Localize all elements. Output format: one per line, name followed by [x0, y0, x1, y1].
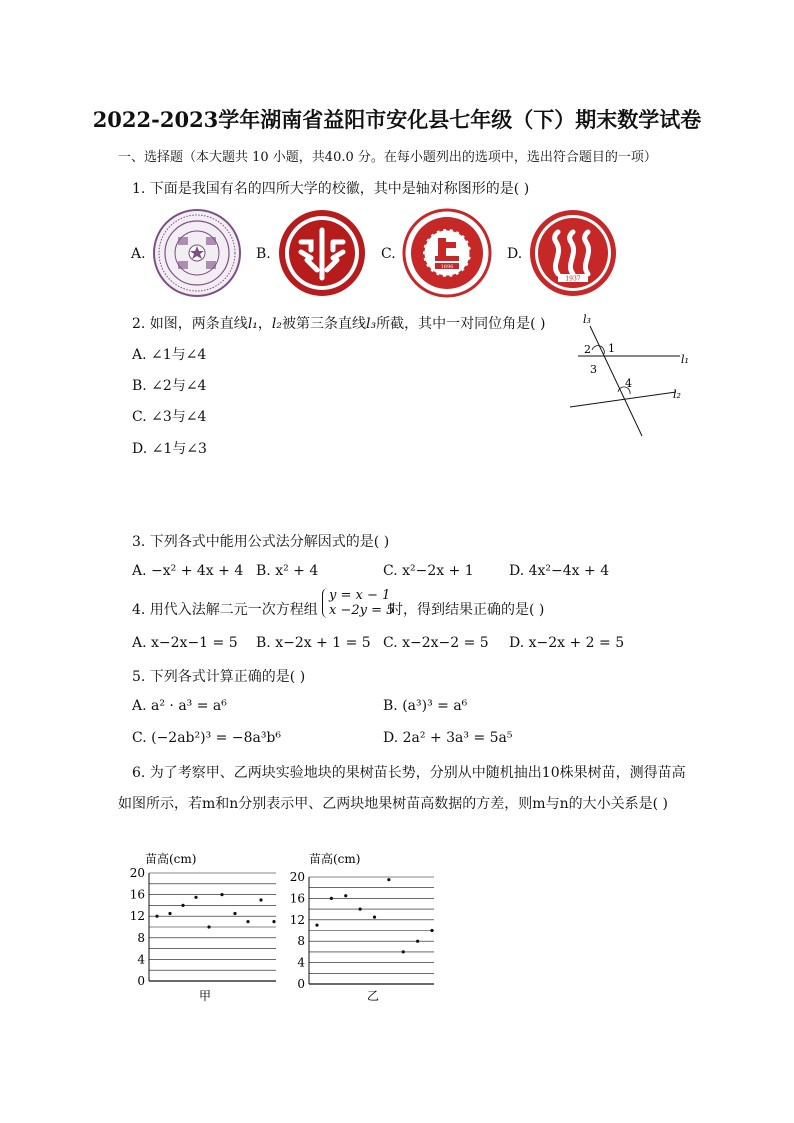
q1-option-b-label: B.: [256, 246, 271, 262]
chart-yi-tick-label: 12: [289, 912, 305, 927]
chart-yi-tick-label: 8: [297, 934, 305, 949]
q2-option-a: A. ∠1与∠4: [132, 347, 207, 363]
chart-jia-tick-label: 8: [137, 930, 145, 945]
q3-option-d: D. 4x²−4x + 4: [509, 563, 610, 579]
question-5-stem: 5. 下列各式计算正确的是( ): [132, 669, 306, 685]
q4-equation-1: y = x − 1: [329, 588, 391, 603]
q5-option-b: B. (a³)³ = a⁶: [383, 698, 468, 714]
university-emblem-c: [402, 208, 492, 298]
q4-option-b: B. x−2x + 1 = 5: [256, 635, 371, 651]
chart-jia: [125, 850, 285, 1010]
chart-jia-ylabel: 苗高(cm): [145, 852, 197, 866]
q5-option-d: D. 2a² + 3a³ = 5a⁵: [383, 730, 513, 746]
chart-jia-point: [246, 920, 249, 923]
q2-line-l3: l₃: [366, 316, 377, 332]
chart-yi-point: [416, 940, 419, 943]
emblem-d-year: 1937: [565, 275, 581, 283]
emblem-c-year: 1896: [440, 264, 454, 270]
chart-yi-point: [373, 916, 376, 919]
q6-line-1: 6. 为了考察甲、乙两块实验地块的果树苗长势，分别从中随机抽出10株果树苗，测得苗高: [132, 765, 686, 781]
q4-stem-b: 时，得到结果正确的是( ): [389, 602, 545, 618]
chart-yi-tick-label: 16: [289, 891, 305, 906]
chart-jia-point: [233, 912, 236, 915]
q2-option-d: D. ∠1与∠3: [132, 441, 207, 457]
q2-option-b: B. ∠2与∠4: [132, 378, 207, 394]
q2-option-c: C. ∠3与∠4: [132, 409, 207, 425]
q2-sep: ，: [257, 316, 272, 332]
q4-option-c: C. x−2x−2 = 5: [383, 635, 489, 651]
chart-jia-tick-label: 16: [129, 887, 145, 902]
chart-jia-point: [220, 893, 223, 896]
chart-yi-tick-label: 20: [289, 870, 305, 884]
chart-jia-point: [259, 898, 262, 901]
chart-jia-point: [181, 904, 184, 907]
fig-angle-2: 2: [584, 343, 591, 356]
question-1-stem: 1. 下面是我国有名的四所大学的校徽，其中是轴对称图形的是( ): [132, 181, 530, 197]
chart-yi-tick-label: 4: [297, 955, 305, 970]
chart-jia-point: [207, 925, 210, 928]
chart-yi-tick-label: 0: [297, 977, 305, 991]
chart-yi-point: [315, 924, 318, 927]
university-emblem-d: [528, 208, 618, 298]
q2-line-l2: l₂: [271, 316, 282, 332]
chart-jia-point: [272, 920, 275, 923]
chart-yi-point: [430, 929, 433, 932]
q3-option-c: C. x²−2x + 1: [383, 563, 474, 579]
fig-label-l3: l₃: [583, 313, 591, 326]
chart-jia-tick-label: 20: [129, 866, 145, 880]
question-2-stem: [132, 313, 545, 333]
q4-option-d: D. x−2x + 2 = 5: [509, 635, 625, 651]
university-emblem-b: [277, 208, 367, 298]
chart-jia-xlabel: 甲: [198, 989, 212, 1003]
chart-yi-ylabel: 苗高(cm): [309, 852, 361, 866]
q6-line-2: 如图所示，若m和n分别表示甲、乙两块地果树苗高数据的方差，则m与n的大小关系是( ): [118, 796, 668, 812]
chart-yi-point: [387, 878, 390, 881]
chart-jia-point: [194, 896, 197, 899]
chart-yi-point: [344, 894, 347, 897]
fig-angle-1: 1: [608, 342, 615, 355]
chart-jia-tick-label: 4: [137, 952, 145, 967]
q1-option-d-label: D.: [507, 246, 523, 262]
q5-option-a: A. a² · a³ = a⁶: [132, 698, 227, 714]
chart-yi-xlabel: 乙: [366, 989, 380, 1003]
q5-option-c: C. (−2ab²)³ = −8a³b⁶: [132, 730, 282, 746]
q3-option-a: A. −x² + 4x + 4: [132, 563, 244, 579]
chart-yi: [287, 850, 447, 1010]
q2-stem-a: 2. 如图，两条直线: [132, 316, 248, 332]
q2-line-l1: l₁: [247, 316, 258, 332]
parallel-lines-figure: [560, 310, 700, 440]
chart-jia-point: [155, 915, 158, 918]
q2-stem-c: 所截，其中一对同位角是( ): [376, 316, 546, 332]
fig-angle-4: 4: [625, 377, 632, 390]
chart-jia-tick-label: 0: [137, 974, 145, 988]
question-3-stem: 3. 下列各式中能用公式法分解因式的是( ): [132, 534, 390, 550]
page-title: 2022-2023学年湖南省益阳市安化县七年级（下）期末数学试卷: [92, 107, 702, 132]
q1-option-c-label: C.: [381, 246, 396, 262]
q4-option-a: A. x−2x−1 = 5: [132, 635, 238, 651]
q4-system-brace: [322, 588, 329, 618]
chart-yi-point: [402, 950, 405, 953]
fig-label-l1: l₁: [681, 353, 689, 366]
chart-yi-point: [359, 908, 362, 911]
chart-jia-point: [168, 912, 171, 915]
q1-option-a-label: A.: [131, 246, 146, 262]
q2-stem-b: 被第三条直线: [282, 316, 366, 332]
fig-angle-3: 3: [590, 363, 597, 376]
q4-equation-2: x −2y = 5: [329, 603, 395, 618]
fig-label-l2: l₂: [673, 388, 681, 401]
chart-jia-tick-label: 12: [129, 909, 145, 924]
chart-yi-point: [330, 897, 333, 900]
section-heading: 一、选择题（本大题共 10 小题，共40.0 分。在每小题列出的选项中，选出符合题目的一项）: [118, 150, 657, 165]
q4-stem-a: 4. 用代入法解二元一次方程组: [132, 602, 318, 618]
university-emblem-a: [152, 208, 242, 298]
q3-option-b: B. x² + 4: [256, 563, 319, 579]
